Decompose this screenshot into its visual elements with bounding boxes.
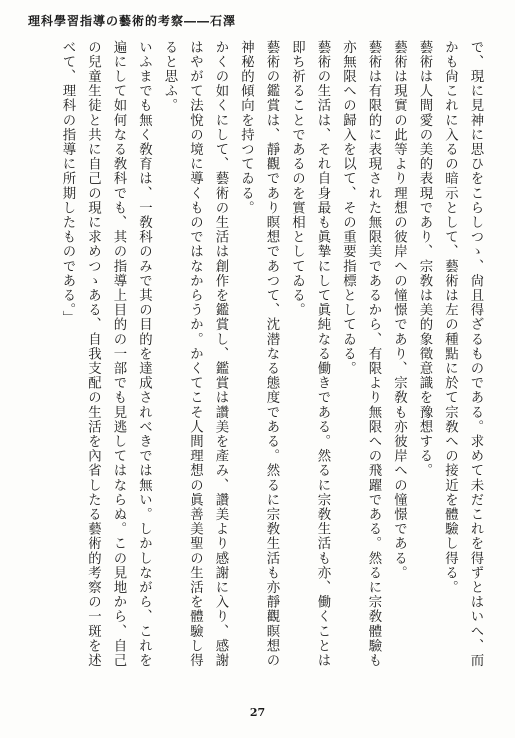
paragraph: で、現に見神に思ひをこらしつゝ、尙且得ざるものである。求めて未だこれを得ずとはいへ、而かも尙これに入るの暗示として、藝術は左の種點に於て宗敎への接近を體驗し得る。: [442, 40, 483, 668]
paragraph: 藝術の鑑賞は、靜觀であり瞑想であつて、沈潜なる態度である。然るに宗敎生活も亦靜觀瞑想の神秘的傾向を持つてゐる。: [238, 40, 279, 668]
body-text: [22, 40, 488, 680]
paragraph: 藝術の生活は、それ自身最も眞摯にして眞純なる働きである。然るに宗敎生活も亦、働くことは即ち祈ることであるのを實相としてゐる。: [289, 40, 330, 668]
paragraph: 藝術は有限的に表現された無限美であるから、有限より無限への飛躍である。然るに宗敎體驗も亦無限への歸入を以て、その重要指標としてゐる。: [340, 40, 381, 668]
paragraph: 藝術は人間愛の美的表現であり、宗敎は美的象徵意識を豫想する。: [417, 40, 432, 478]
running-header: 理科學習指導の藝術的考察――石澤: [28, 14, 237, 28]
paragraph: 藝術は現實の此等より理想の彼岸への憧憬であり、宗敎も亦彼岸への憧憬である。: [391, 40, 407, 581]
paragraph: かくの如くにして、藝術の生活は創作を鑑賞し、鑑賞は讚美を產み、讚美より感謝に入り、感謝はやがて法悅の境に導くものではなからうか。かくてこそ人間理想の眞善美聖の生活を體驗し得ると思ふ。: [162, 40, 228, 668]
page-number: 27: [249, 706, 266, 719]
paragraph: いふまでも無く敎育は、一敎科のみで其の目的を達成されべきでは無い。しかしながら、これを遍にして如何なる敎科でも、其の指導上目的の一部でも見逃してはならぬ。この見地から、自己の兒童生徒と共に自己の現に求めつゝある、自我支配の生活を內省したる藝術的考察の一斑を述べて、理科の指導に所期したものである。」: [60, 40, 152, 668]
